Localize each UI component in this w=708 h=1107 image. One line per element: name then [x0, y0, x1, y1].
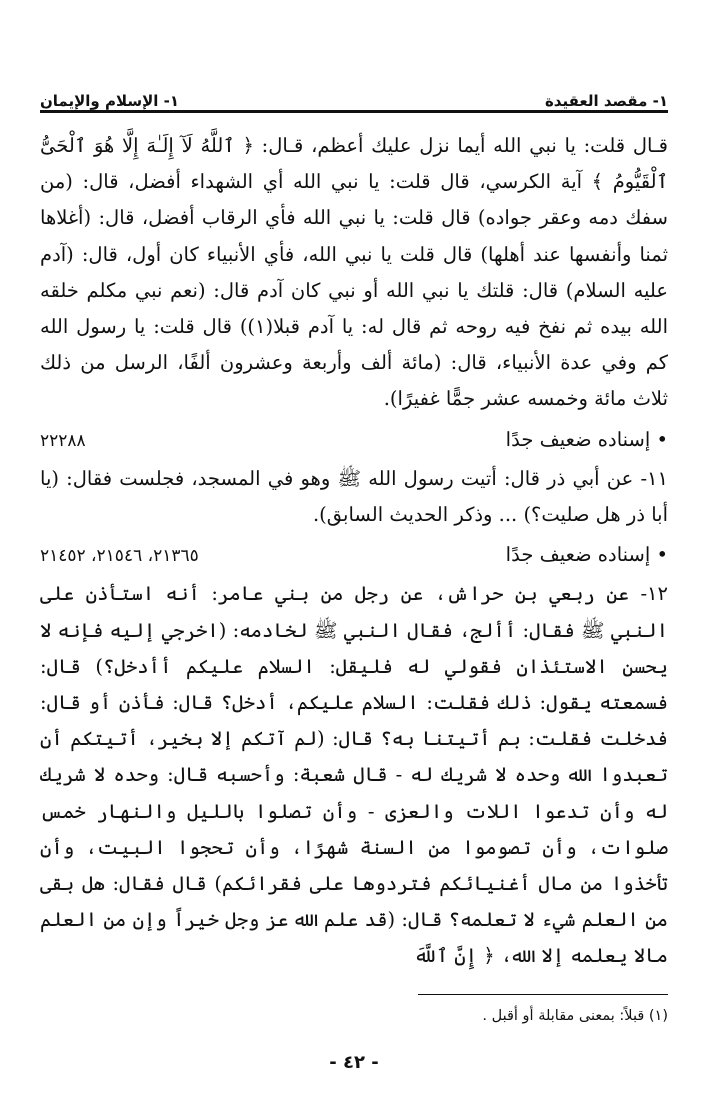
header-divider — [40, 110, 668, 113]
running-header — [40, 80, 668, 110]
footnote: (١) قبلاً: بمعنى مقابلة أو أقبل . — [482, 1008, 668, 1024]
grade-line — [40, 537, 668, 574]
hadith-paragraph-12: ١٢- عن ربعي بن حراش، عن رجل من بني عامر: أنه استأذن على النبي ﷺ فقال: أألج، فقال النبي ﷺ لخادمه: (اخرجي إليه فإنه لا يحسن الاستئذان فقولي له فليقل: السلام عليكم أأدخل؟) قال: فسمعته يقول: ذلك فقلت: السلام عليكم، أدخل؟ قال: فأذن أو قال: فدخلت فقلت: بم أتيتنا به؟ قال: (لم آتكم إلا بخير، أتيتكم أن تعبدوا الله وحده لا شريك له - قال شعبة: وأحسبه قال: وحده لا شريك له وأن تدعوا اللات والعزى - وأن تصلوا بالليل والنهار خمس صلوات، وأن تصوموا من السنة شهرًا، وأن تحجوا البيت، وأن تأخذوا من مال أغنيائكم فتردوها على فقرائكم) قال فقال: هل بقى من العلم شيء لا تعلمه؟ قال: (قد علم الله عز وجل خيراً وإن من العلم مالا يعلمه إلا الله، ﴿ إِنَّ ٱللَّهَ — [40, 582, 668, 968]
reference-numbers: ٢١٣٦٥، ٢١٥٤٦، ٢١٤٥٢ — [40, 546, 199, 567]
page-number: - ٤٢ - — [329, 1052, 379, 1073]
grade-text: • إسناده ضعيف جدًا — [505, 427, 668, 451]
footnote-divider — [418, 994, 668, 995]
header-chapter-title: ١- مقصد العقيدة — [544, 92, 668, 110]
main-text — [40, 128, 668, 975]
hadith-paragraph-continued: قـال قلت: يا نبي الله أيما نزل عليك أعظم، قـال: ﴿ ٱللَّهُ لَآ إِلَـٰهَ إِلَّا هُوَ ٱلْحَىُّ ٱلْقَيُّومُ ﴾ آية الكرسي، قال قلت: يا نبي الله أي الشهداء أفضل، قال: (من سفك دمه وعقر جواده) قال قلت: يا نبي الله فأي الرقاب أفضل، قال: (أغلاها ثمنا وأنفسها عند أهلها) قال قلت يا نبي الله، فأي الأنبياء كان أول، قال: (آدم عليه السلام) قال: قلتك يا نبي الله أو نبي كان آدم قال: (نعم نبي مكلم خلقه الله بيده ثم نفخ فيه روحه ثم قال له: يا آدم قبلا(١)) قال قلت: يا رسول الله كم وفي عدة الأنبياء، قال: (مائة ألف وأربعة وعشرون ألفًا، الرسل من ذلك ثلاث مائة وخمسه عشر جمًّا غفيرًا). — [40, 134, 668, 411]
grade-line — [40, 422, 668, 459]
grade-text: • إسناده ضعيف جدًا — [505, 543, 668, 567]
reference-numbers: ٢٢٢٨٨ — [40, 430, 86, 451]
hadith-paragraph-11: ١١- عن أبي ذر قال: أتيت رسول الله ﷺ وهو في المسجد، فجلست فقال: (يا أبا ذر هل صليت؟) ... وذكر الحديث السابق). — [40, 466, 668, 527]
header-section-title: ١- الإسلام والإيمان — [40, 92, 180, 110]
